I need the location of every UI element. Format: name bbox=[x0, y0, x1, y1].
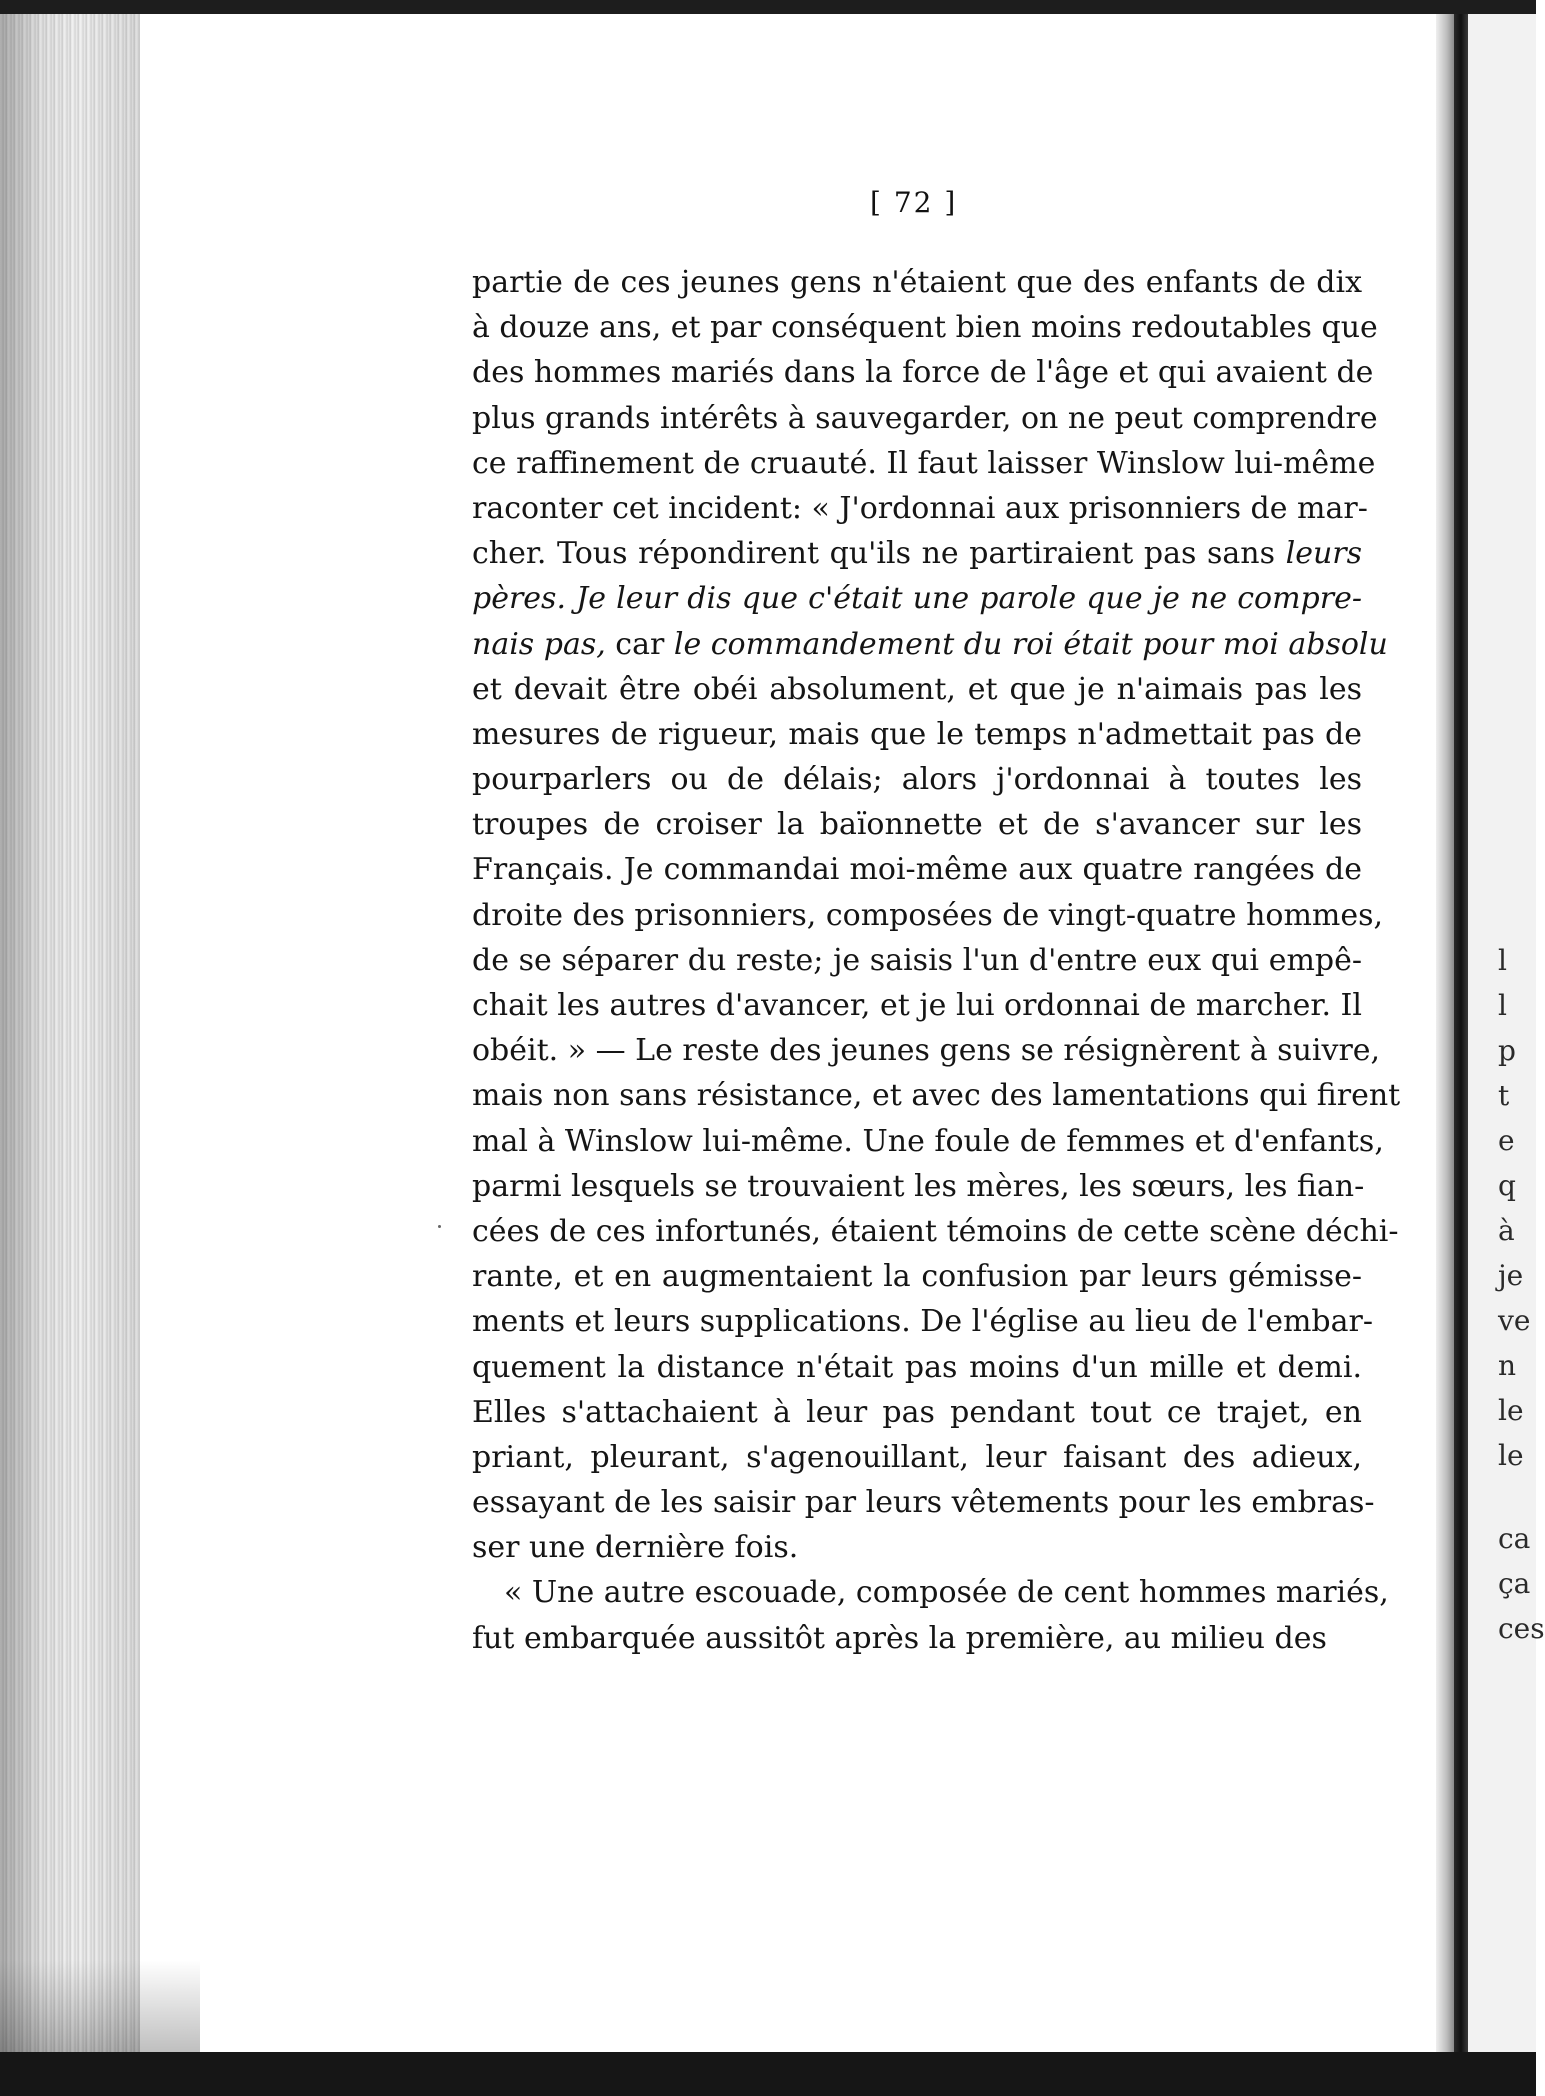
facing-page-line: à bbox=[1498, 1214, 1515, 1247]
facing-page-line: t bbox=[1498, 1079, 1510, 1112]
text-segment: de se séparer du reste; je saisis l'un d'entre eux qui empê- bbox=[472, 942, 1362, 978]
text-segment: car bbox=[605, 626, 674, 662]
text-segment: essayant de les saisir par leurs vêtements pour les embras- bbox=[472, 1485, 1375, 1521]
facing-page-line: ces bbox=[1498, 1612, 1545, 1645]
text-line bbox=[472, 1028, 1381, 1073]
paper-speck bbox=[438, 1225, 441, 1228]
text-segment: droite des prisonniers, composées de vingt-quatre hommes, bbox=[472, 897, 1384, 933]
text-line bbox=[472, 712, 1362, 757]
text-line bbox=[472, 622, 1388, 667]
italic-segment: leurs bbox=[1285, 536, 1362, 572]
text-line bbox=[472, 396, 1378, 441]
text-line bbox=[472, 847, 1362, 892]
facing-page-line: l bbox=[1498, 944, 1507, 977]
facing-page-line: ve bbox=[1498, 1304, 1531, 1337]
text-line bbox=[472, 441, 1376, 486]
text-line bbox=[472, 486, 1368, 531]
text-line bbox=[472, 1073, 1401, 1118]
text-line bbox=[472, 1119, 1384, 1164]
text-segment: cées de ces infortunés, étaient témoins de cette scène déchi- bbox=[472, 1213, 1399, 1249]
text-segment: des hommes mariés dans la force de l'âge et qui avaient de bbox=[472, 355, 1374, 391]
text-segment: « Une autre escouade, composée de cent hommes mariés, bbox=[504, 1575, 1389, 1611]
text-segment: partie de ces jeunes gens n'étaient que des enfants de dix bbox=[472, 265, 1362, 300]
text-line bbox=[472, 305, 1378, 350]
body-text bbox=[472, 260, 1401, 1661]
text-segment: chait les autres d'avancer, et je lui ordonnai de marcher. Il bbox=[472, 988, 1362, 1023]
text-segment: mal à Winslow lui-même. Une foule de femmes et d'enfants, bbox=[472, 1123, 1384, 1159]
text-segment: plus grands intérêts à sauvegarder, on ne peut comprendre bbox=[472, 400, 1378, 436]
text-line bbox=[472, 1345, 1362, 1390]
facing-page-line: je bbox=[1498, 1259, 1524, 1292]
text-line bbox=[472, 531, 1362, 576]
book-page-edge bbox=[0, 14, 140, 2052]
text-segment: cher. Tous répondirent qu'ils ne partiraient pas sans bbox=[472, 536, 1286, 572]
text-segment: rante, et en augmentaient la confusion par leurs gémisse- bbox=[472, 1259, 1362, 1295]
text-line bbox=[472, 1616, 1362, 1661]
facing-page-line: le bbox=[1498, 1394, 1524, 1427]
text-line bbox=[472, 1435, 1362, 1480]
text-line bbox=[472, 1525, 1362, 1570]
italic-segment: le commandement du roi était pour moi absolu bbox=[673, 626, 1388, 662]
text-segment: obéit. » — Le reste des jeunes gens se résignèrent à suivre, bbox=[472, 1033, 1381, 1069]
text-segment: et devait être obéi absolument, et que je n'aimais pas les bbox=[472, 671, 1362, 707]
italic-segment: nais pas, bbox=[472, 626, 606, 662]
scan-frame-top bbox=[0, 0, 1536, 14]
text-line bbox=[472, 1390, 1362, 1435]
text-segment: priant, pleurant, s'agenouillant, leur faisant des adieux, bbox=[472, 1439, 1362, 1475]
text-segment: à douze ans, et par conséquent bien moins redoutables que bbox=[472, 310, 1378, 346]
text-segment: mesures de rigueur, mais que le temps n'admettait pas de bbox=[472, 716, 1362, 752]
text-segment: fut embarquée aussitôt après la première, au milieu des bbox=[472, 1620, 1327, 1656]
facing-page-line: l bbox=[1498, 989, 1507, 1022]
facing-page-line: le bbox=[1498, 1439, 1524, 1472]
book-gutter-shadow bbox=[1436, 14, 1454, 2052]
book-edge-shadow bbox=[0, 1960, 200, 2052]
text-segment: ments et leurs supplications. De l'église au lieu de l'embar- bbox=[472, 1304, 1373, 1340]
facing-page-line: q bbox=[1498, 1169, 1516, 1202]
page-number: [ 72 ] bbox=[870, 186, 958, 219]
facing-page-line: n bbox=[1498, 1349, 1517, 1382]
facing-page-line: ça bbox=[1498, 1567, 1531, 1600]
text-segment: parmi lesquels se trouvaient les mères, les sœurs, les fian- bbox=[472, 1168, 1365, 1204]
text-segment: quement la distance n'était pas moins d'un mille et demi. bbox=[472, 1349, 1362, 1385]
text-line bbox=[472, 1299, 1373, 1344]
text-line bbox=[472, 260, 1362, 305]
scan-frame-bottom bbox=[0, 2052, 1536, 2096]
book-gutter-fold bbox=[1454, 14, 1468, 2052]
facing-page-line: p bbox=[1498, 1034, 1516, 1067]
text-segment: troupes de croiser la baïonnette et de s'avancer sur les bbox=[472, 807, 1362, 843]
text-line bbox=[472, 350, 1374, 395]
text-segment: ser une dernière fois. bbox=[472, 1530, 799, 1566]
text-segment: raconter cet incident: « J'ordonnai aux prisonniers de mar- bbox=[472, 490, 1368, 526]
text-line bbox=[472, 757, 1362, 802]
text-line bbox=[472, 938, 1362, 983]
text-line bbox=[472, 576, 1362, 621]
facing-page-fragment bbox=[1468, 14, 1545, 2052]
facing-page-line: e bbox=[1498, 1124, 1515, 1157]
text-line bbox=[472, 1254, 1362, 1299]
text-line bbox=[472, 1480, 1375, 1525]
text-segment: Français. Je commandai moi-même aux quatre rangées de bbox=[472, 852, 1362, 888]
text-segment: mais non sans résistance, et avec des lamentations qui firent bbox=[472, 1078, 1401, 1114]
text-line bbox=[472, 1164, 1365, 1209]
text-segment: Elles s'attachaient à leur pas pendant tout ce trajet, en bbox=[472, 1394, 1362, 1430]
text-line bbox=[472, 1209, 1399, 1254]
facing-page-line: ca bbox=[1498, 1522, 1531, 1555]
text-line bbox=[472, 802, 1362, 847]
text-line bbox=[472, 983, 1362, 1028]
text-segment: pourparlers ou de délais; alors j'ordonnai à toutes les bbox=[472, 762, 1362, 798]
text-segment: ce raffinement de cruauté. Il faut laisser Winslow lui-même bbox=[472, 445, 1376, 481]
italic-segment: pères. Je leur dis que c'était une parole que je ne compre- bbox=[472, 581, 1362, 617]
text-line bbox=[472, 1570, 1389, 1615]
text-line bbox=[472, 667, 1362, 712]
text-line bbox=[472, 893, 1384, 938]
